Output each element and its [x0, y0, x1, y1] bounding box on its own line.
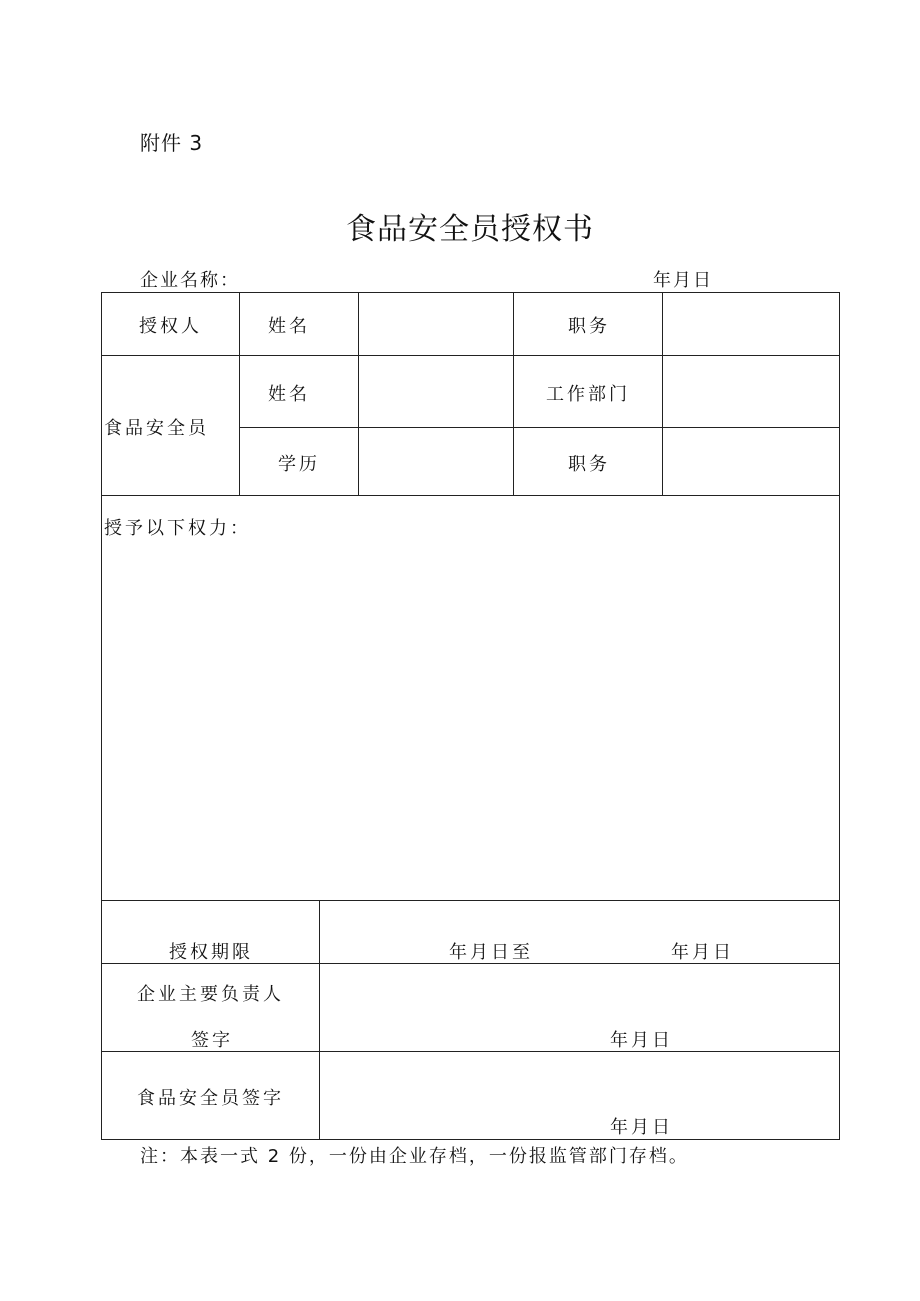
- principal-sign-label-2: 签字: [191, 1030, 233, 1051]
- authorization-form-table: [101, 292, 840, 1140]
- table-border-top: [101, 292, 840, 293]
- table-col-divider: [239, 292, 240, 495]
- officer-sign-label: 食品安全员签字: [137, 1088, 284, 1109]
- period-start-date: 年月日至: [449, 942, 533, 963]
- officer-position-label: 职务: [568, 454, 610, 475]
- table-col-divider: [358, 292, 359, 495]
- period-end-date: 年月日: [671, 942, 734, 963]
- table-col-divider: [662, 292, 663, 495]
- table-row-divider: [101, 495, 840, 496]
- safety-officer-label: 食品安全员: [104, 418, 209, 439]
- table-col-divider: [319, 900, 320, 1140]
- authorization-period-label: 授权期限: [169, 942, 253, 963]
- page-title: 食品安全员授权书: [346, 212, 594, 247]
- table-border-right: [839, 292, 840, 1140]
- officer-education-label: 学历: [278, 454, 320, 475]
- table-border-bottom: [101, 1139, 840, 1140]
- table-col-divider: [513, 292, 514, 495]
- officer-sign-date: 年月日: [610, 1117, 673, 1138]
- authorizer-position-label: 职务: [568, 316, 610, 337]
- header-date-label: 年月日: [653, 270, 713, 291]
- officer-department-label: 工作部门: [546, 384, 630, 405]
- attachment-label: 附件 3: [140, 131, 204, 155]
- officer-name-label: 姓名: [268, 384, 310, 405]
- footer-note: 注：本表一式 2 份，一份由企业存档，一份报监管部门存档。: [140, 1146, 689, 1167]
- principal-sign-label: 企业主要负责人: [137, 984, 284, 1005]
- table-row-divider: [239, 427, 840, 428]
- company-name-label: 企业名称：: [140, 270, 240, 291]
- table-row-divider: [101, 900, 840, 901]
- authorizer-label: 授权人: [139, 316, 202, 337]
- table-row-divider: [101, 355, 840, 356]
- table-border-left: [101, 292, 102, 1140]
- authorizer-name-label: 姓名: [268, 316, 310, 337]
- principal-sign-date: 年月日: [610, 1030, 673, 1051]
- grant-powers-label: 授予以下权力：: [104, 518, 251, 539]
